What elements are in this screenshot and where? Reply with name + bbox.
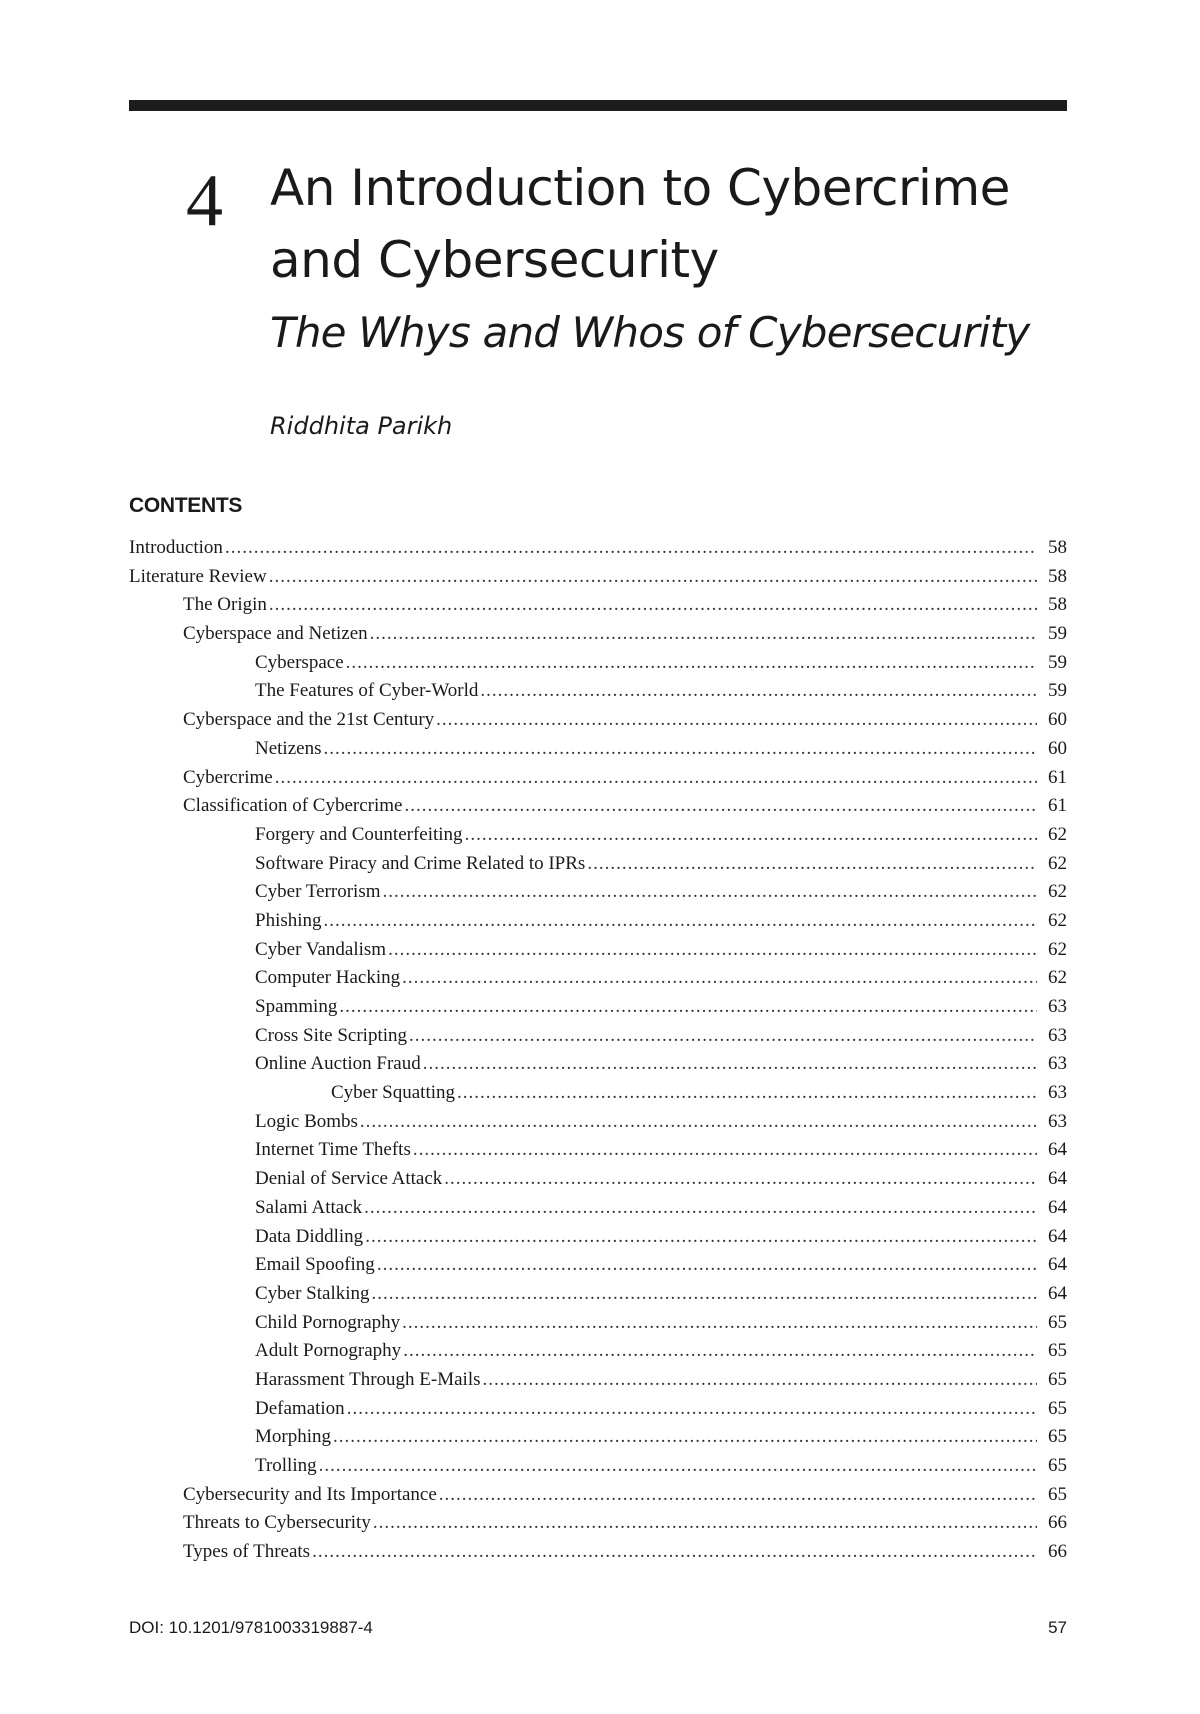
toc-entry-title: Logic Bombs (255, 1110, 358, 1132)
toc-entry-page: 62 (1048, 852, 1067, 874)
toc-entry[interactable] (129, 594, 1067, 623)
toc-entry-page: 58 (1048, 537, 1067, 558)
toc-entry[interactable] (129, 967, 1067, 996)
toc-entry-title: Forgery and Counterfeiting (255, 823, 463, 845)
toc-entry-title: The Features of Cyber-World (255, 680, 479, 702)
chapter-title-line-1: An Introduction to Cybercrime (270, 159, 1010, 217)
toc-entry-page: 60 (1048, 737, 1067, 759)
toc-dot-leader (373, 1512, 1037, 1534)
top-rule (129, 100, 1067, 111)
toc-entry[interactable] (129, 1082, 1067, 1111)
toc-entry-title: Trolling (255, 1455, 317, 1476)
toc-entry[interactable] (129, 537, 1067, 566)
toc-entry-title: Netizens (255, 737, 322, 759)
toc-entry-title: Child Pornography (255, 1311, 401, 1333)
toc-entry[interactable] (129, 824, 1067, 853)
toc-entry[interactable] (129, 1426, 1067, 1455)
toc-entry[interactable] (129, 1139, 1067, 1168)
toc-entry-page: 63 (1048, 1053, 1067, 1075)
toc-entry[interactable] (129, 738, 1067, 767)
toc-entry[interactable] (129, 881, 1067, 910)
toc-entry[interactable] (129, 1312, 1067, 1341)
toc-dot-leader (370, 623, 1037, 645)
toc-entry-title: Classification of Cybercrime (183, 795, 403, 817)
toc-entry-title: Adult Pornography (255, 1340, 402, 1362)
toc-entry[interactable] (129, 1053, 1067, 1082)
toc-entry[interactable] (129, 853, 1067, 882)
toc-dot-leader (225, 537, 1037, 559)
toc-dot-leader (383, 881, 1038, 903)
toc-entry-title: Defamation (255, 1397, 345, 1419)
toc-dot-leader (409, 1025, 1037, 1047)
toc-entry-page: 60 (1048, 709, 1067, 731)
toc-entry[interactable] (129, 996, 1067, 1025)
toc-entry-page: 62 (1048, 938, 1067, 960)
toc-entry-title: Phishing (255, 909, 322, 931)
toc-entry-page: 65 (1048, 1426, 1067, 1448)
toc-entry-page: 66 (1048, 1541, 1067, 1563)
toc-dot-leader (587, 853, 1037, 875)
toc-entry-page: 64 (1048, 1254, 1067, 1276)
toc-entry-title: Cyberspace and the 21st Century (183, 709, 435, 731)
toc-entry-title: Online Auction Fraud (255, 1053, 421, 1075)
toc-entry-title: Salami Attack (255, 1196, 363, 1218)
toc-entry-page: 65 (1048, 1311, 1067, 1333)
toc-entry[interactable] (129, 623, 1067, 652)
toc-dot-leader (480, 680, 1037, 702)
chapter-author: Riddhita Parikh (270, 412, 453, 440)
toc-dot-leader (269, 594, 1037, 616)
toc-entry-page: 59 (1048, 680, 1067, 702)
toc-entry-page: 64 (1048, 1282, 1067, 1304)
toc-entry-title: Email Spoofing (255, 1254, 375, 1276)
chapter-subtitle: The Whys and Whos of Cybersecurity (270, 308, 1030, 357)
toc-entry-title: Cybercrime (183, 766, 273, 788)
toc-entry[interactable] (129, 1111, 1067, 1140)
toc-entry-title: Internet Time Thefts (255, 1139, 411, 1161)
toc-dot-leader (483, 1369, 1038, 1391)
toc-entry-title: Cyber Vandalism (255, 938, 387, 960)
toc-entry[interactable] (129, 795, 1067, 824)
toc-entry[interactable] (129, 1254, 1067, 1283)
toc-dot-leader (405, 795, 1038, 817)
toc-dot-leader (312, 1541, 1037, 1563)
toc-entry-title: Types of Threats (183, 1541, 311, 1563)
toc-entry-page: 64 (1048, 1225, 1067, 1247)
toc-entry-title: Denial of Service Attack (255, 1168, 443, 1190)
toc-dot-leader (339, 996, 1037, 1018)
toc-entry[interactable] (129, 1455, 1067, 1484)
toc-entry[interactable] (129, 680, 1067, 709)
toc-dot-leader (402, 1312, 1037, 1334)
toc-entry-page: 64 (1048, 1196, 1067, 1218)
toc-dot-leader (365, 1226, 1037, 1248)
toc-entry-title: Computer Hacking (255, 967, 401, 989)
toc-entry-title: Cybersecurity and Its Importance (183, 1483, 437, 1505)
toc-dot-leader (439, 1484, 1037, 1506)
toc-entry-page: 63 (1048, 1024, 1067, 1046)
toc-entry-title: Cyberspace and Netizen (183, 623, 368, 645)
toc-entry[interactable] (129, 939, 1067, 968)
doi-footer: DOI: 10.1201/9781003319887-4 (129, 1618, 373, 1637)
toc-entry-title: Spamming (255, 996, 338, 1017)
toc-dot-leader (423, 1053, 1037, 1075)
toc-entry-page: 59 (1048, 651, 1067, 673)
toc-entry-title: Literature Review (129, 565, 267, 587)
toc-entry-page: 62 (1048, 881, 1067, 903)
toc-dot-leader (319, 1455, 1037, 1477)
toc-dot-leader (377, 1254, 1037, 1276)
toc-dot-leader (465, 824, 1037, 846)
toc-dot-leader (372, 1283, 1037, 1305)
toc-entry-page: 63 (1048, 1110, 1067, 1132)
toc-entry-title: Cyberspace (255, 651, 344, 673)
toc-dot-leader (275, 767, 1037, 789)
toc-entry-page: 65 (1048, 1368, 1067, 1390)
toc-entry-title: The Origin (183, 594, 267, 616)
toc-dot-leader (402, 967, 1037, 989)
toc-entry-title: Cyber Terrorism (255, 881, 381, 903)
toc-entry[interactable] (129, 1541, 1067, 1570)
toc-entry[interactable] (129, 1197, 1067, 1226)
page-number: 57 (1048, 1618, 1067, 1637)
toc-entry[interactable] (129, 1168, 1067, 1197)
toc-entry[interactable] (129, 767, 1067, 796)
toc-entry-title: Data Diddling (255, 1225, 364, 1247)
toc-entry-page: 65 (1048, 1340, 1067, 1362)
toc-dot-leader (457, 1082, 1037, 1104)
toc-dot-leader (403, 1340, 1037, 1362)
chapter-title-line-2: and Cybersecurity (270, 231, 719, 289)
toc-entry-page: 61 (1048, 795, 1067, 817)
toc-entry-title: Threats to Cybersecurity (183, 1512, 371, 1534)
toc-entry-page: 59 (1048, 623, 1067, 645)
toc-entry-title: Morphing (255, 1426, 331, 1448)
toc-entry-page: 63 (1048, 996, 1067, 1017)
toc-dot-leader (360, 1111, 1037, 1133)
toc-entry-page: 65 (1048, 1483, 1067, 1505)
toc-dot-leader (333, 1426, 1037, 1448)
toc-entry-page: 65 (1048, 1397, 1067, 1419)
toc-entry[interactable] (129, 1484, 1067, 1513)
toc-entry[interactable] (129, 709, 1067, 738)
toc-entry[interactable] (129, 1025, 1067, 1054)
toc-entry-title: Introduction (129, 537, 223, 558)
toc-entry-title: Harassment Through E-Mails (255, 1368, 481, 1390)
toc-entry[interactable] (129, 566, 1067, 595)
toc-dot-leader (444, 1168, 1037, 1190)
toc-entry-page: 64 (1048, 1168, 1067, 1190)
toc-entry-title: Cyber Stalking (255, 1282, 370, 1304)
toc-entry-page: 61 (1048, 766, 1067, 788)
toc-entry-title: Cross Site Scripting (255, 1024, 408, 1046)
toc-entry-title: Software Piracy and Crime Related to IPRs (255, 852, 586, 874)
toc-dot-leader (388, 939, 1037, 961)
toc-entry[interactable] (129, 652, 1067, 681)
toc-entry[interactable] (129, 1226, 1067, 1255)
toc-entry-page: 66 (1048, 1512, 1067, 1534)
chapter-number: 4 (186, 160, 223, 242)
contents-heading: CONTENTS (129, 494, 243, 517)
toc-entry[interactable] (129, 1512, 1067, 1541)
toc-entry[interactable] (129, 1369, 1067, 1398)
toc-entry-page: 64 (1048, 1139, 1067, 1161)
toc-entry-page: 65 (1048, 1455, 1067, 1476)
toc-entry[interactable] (129, 910, 1067, 939)
toc-entry[interactable] (129, 1283, 1067, 1312)
toc-dot-leader (413, 1139, 1037, 1161)
toc-dot-leader (323, 738, 1037, 760)
toc-entry[interactable] (129, 1398, 1067, 1427)
toc-dot-leader (269, 566, 1037, 588)
table-of-contents (129, 537, 1067, 1570)
toc-entry-page: 62 (1048, 967, 1067, 989)
toc-dot-leader (346, 652, 1037, 674)
toc-entry-page: 62 (1048, 909, 1067, 931)
toc-dot-leader (347, 1398, 1037, 1420)
chapter-title (270, 152, 1070, 296)
toc-entry-page: 58 (1048, 594, 1067, 616)
toc-dot-leader (364, 1197, 1037, 1219)
toc-entry-page: 62 (1048, 823, 1067, 845)
toc-entry-page: 63 (1048, 1082, 1067, 1104)
toc-entry[interactable] (129, 1340, 1067, 1369)
toc-entry-page: 58 (1048, 565, 1067, 587)
toc-dot-leader (436, 709, 1037, 731)
toc-dot-leader (324, 910, 1037, 932)
toc-entry-title: Cyber Squatting (331, 1082, 456, 1104)
